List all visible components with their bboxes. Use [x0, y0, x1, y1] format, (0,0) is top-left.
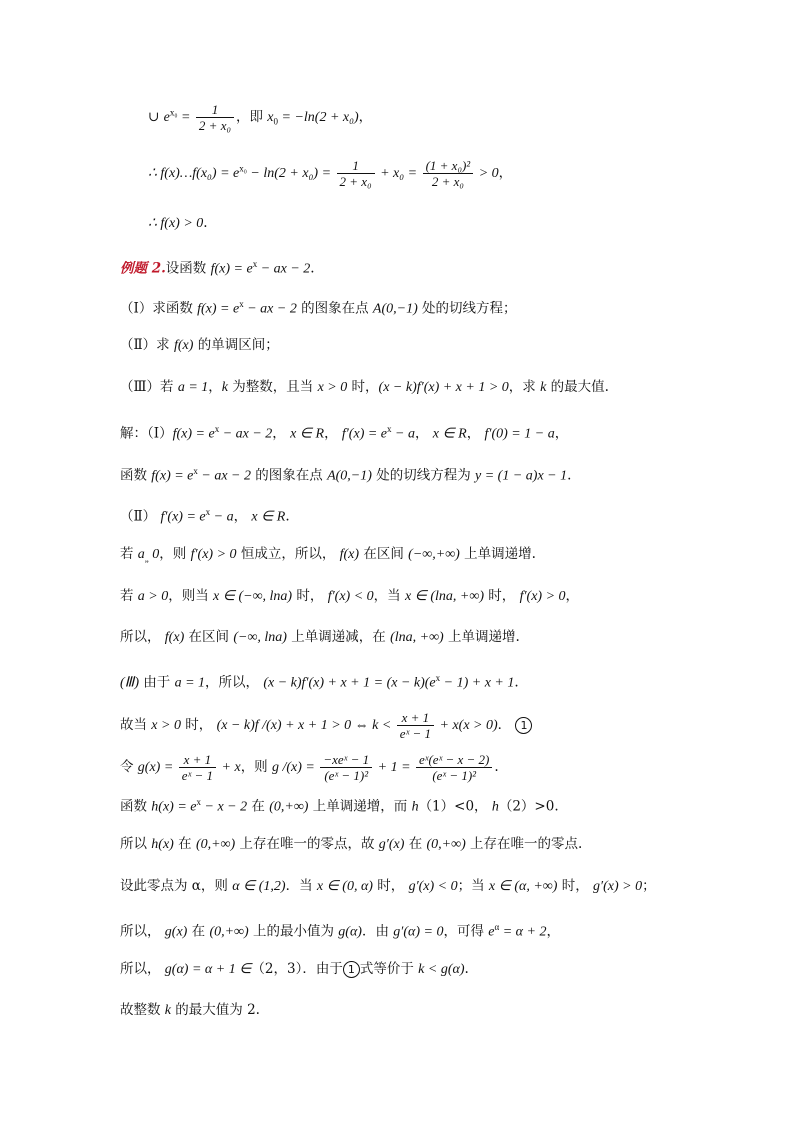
fraction-denominator: eˣ − 1 [179, 767, 216, 783]
text-run: . [567, 467, 572, 484]
math-expression: x ∈ (α, +∞) [488, 879, 558, 894]
text-line [120, 793, 559, 817]
text-run: 若 [120, 588, 138, 604]
math-expression: x ∈ (−∞, lna) [213, 589, 293, 604]
text-run: 在 [247, 798, 270, 815]
text-run: ， [414, 425, 433, 442]
text-run: . [285, 508, 290, 525]
math-expression: α ∈ (1,2) [232, 879, 286, 894]
math-expression: g′(x) [378, 837, 405, 852]
fraction [416, 752, 492, 783]
text-run: ，当 [373, 588, 405, 604]
text-run: 时， [557, 878, 594, 894]
math-expression: a [137, 547, 145, 562]
text-run: 时， [347, 379, 379, 395]
superscript: x [387, 424, 392, 434]
superscript: x [214, 424, 220, 434]
math-expression: + x(x > 0) [436, 718, 498, 733]
math-expression: − 1) + x + 1 [440, 675, 515, 691]
text-line [120, 462, 571, 486]
math-expression: (0,+∞) [195, 837, 236, 852]
math-expression: x ∈ R [290, 426, 325, 442]
text-run: ， [358, 109, 373, 125]
text-run: ，求 [508, 379, 541, 395]
text-run: 在区间 [359, 546, 409, 562]
math-expression: f(x) [164, 630, 185, 645]
text-run: ，则当 [168, 588, 214, 604]
text-run: （Ⅱ） [120, 508, 161, 525]
text-line [120, 420, 568, 444]
text-run: ．由 [361, 923, 394, 940]
math-expression: h [411, 799, 419, 815]
math-expression: g(α) [338, 924, 362, 940]
math-expression: f′(x) > 0 [519, 589, 566, 604]
math-expression: f(x) = e [151, 468, 194, 484]
math-expression: x > 0 [151, 718, 181, 733]
text-run: ，可得 [443, 923, 489, 940]
math-expression: a > 0 [137, 589, 169, 604]
text-run: 在 [187, 923, 210, 940]
text-run: 上单调递减，在 [286, 629, 391, 645]
fraction-numerator: x + 1 [401, 710, 430, 725]
math-expression: g /(x) = [271, 760, 319, 775]
math-expression: A(0,−1) [372, 301, 418, 317]
math-expression: + x [218, 760, 241, 775]
text-line [120, 1001, 260, 1020]
text-run: 所以， [120, 629, 165, 645]
math-expression: f(x) [173, 338, 194, 353]
text-run: （Ⅲ）若 [120, 379, 178, 395]
text-run: ， [324, 425, 342, 442]
text-run: ，则 [240, 759, 272, 775]
math-expression: − ax − 2 [243, 301, 297, 317]
text-line [120, 295, 517, 319]
math-expression: x > 0 [317, 380, 348, 395]
math-expression: A(0,−1) [327, 468, 372, 484]
math-expression: x ∈ R [432, 426, 467, 442]
text-run: 由于 [138, 674, 175, 691]
text-run: . [464, 961, 469, 977]
math-expression: (−∞,+∞) [408, 547, 460, 562]
text-run: ，所以， [205, 674, 264, 691]
text-run: 故整数 [120, 1002, 165, 1018]
fraction-denominator: eˣ − 1 [397, 725, 434, 741]
math-expression: e [163, 110, 170, 125]
text-run: 上单调递增. [443, 629, 520, 645]
text-run: 时， [180, 717, 217, 733]
text-run: 函数 [120, 798, 152, 815]
math-expression: f′(x) > 0 [190, 547, 237, 562]
math-expression: − ax − 2 [197, 468, 251, 484]
superscript: x [239, 299, 244, 309]
text-run: . [494, 759, 499, 775]
fraction [196, 102, 234, 133]
text-run: 的最大值. [546, 379, 609, 395]
math-expression: f′(x) = e [160, 509, 206, 525]
text-run: （1）<0， [418, 798, 492, 815]
text-run: 在 [404, 836, 427, 852]
math-expression: (0,+∞) [209, 924, 249, 940]
text-line [120, 710, 532, 741]
math-expression: f(x) = e [210, 261, 253, 277]
text-run: 所以， [120, 961, 165, 977]
math-expression: − x − 2 [201, 799, 248, 815]
math-expression: (x − k)f′(x) + x + 1 > 0 [378, 380, 509, 395]
text-run: ； [642, 878, 656, 894]
math-expression: = [177, 110, 194, 125]
superscript: x [252, 259, 258, 269]
text-line [120, 835, 582, 854]
example-label: 例题 2. [120, 260, 166, 277]
math-expression: k < g(α) [418, 962, 465, 977]
text-line [148, 214, 208, 233]
text-run: ；当 [457, 878, 489, 894]
text-line [120, 255, 315, 279]
text-run: ， [466, 425, 485, 442]
text-run: . [514, 674, 519, 691]
text-line [120, 752, 499, 783]
text-run: 所以 [120, 836, 152, 852]
fraction-denominator: 2 + x₀ [337, 173, 375, 189]
math-expression: (lna, +∞) [390, 630, 444, 645]
text-line [120, 587, 579, 606]
fraction-numerator: 1 [352, 158, 359, 173]
math-expression: − ln(2 + x₀) = [246, 166, 335, 181]
superscript: α [494, 922, 500, 932]
circled-number: 1 [515, 717, 532, 734]
text-run: ，则 [159, 546, 191, 562]
text-line [120, 336, 279, 355]
math-expression: ∴ f(x)…f(x₀) = e [148, 166, 240, 181]
math-expression: x ∈ R [251, 509, 286, 525]
math-expression: f(x) [339, 547, 360, 562]
math-expression: = α + 2 [499, 924, 547, 940]
fraction [423, 158, 474, 189]
fraction [337, 158, 375, 189]
text-run: 若 [120, 546, 138, 562]
math-expression: (−∞, lna) [233, 630, 287, 645]
math-expression: + 1 = [374, 760, 415, 775]
fraction-denominator: 2 + x₀ [423, 173, 474, 189]
math-expression: g(x) [164, 924, 188, 940]
text-line [148, 158, 512, 189]
text-run: 解：（Ⅰ） [120, 425, 173, 442]
math-expression: h [491, 799, 499, 815]
text-run: . [203, 215, 208, 231]
superscript: x [193, 466, 198, 476]
text-run: 时， [292, 588, 328, 604]
math-expression: − ax − 2 [257, 261, 311, 277]
text-run: 处的切线方程； [417, 300, 517, 317]
math-expression: a = 1 [174, 675, 206, 691]
math-expression: h(x) = e [151, 799, 197, 815]
superscript: x [435, 673, 441, 683]
math-expression: f(x) = e [172, 426, 215, 442]
text-run: 故当 [120, 717, 152, 733]
math-expression: f′(x) = e [341, 426, 388, 442]
math-expression: x ∈ (0, α) [316, 879, 373, 894]
fraction-numerator: x + 1 [183, 752, 212, 767]
text-run: 处的切线方程为 [371, 467, 476, 484]
text-run: 为整数，且当 [227, 379, 318, 395]
text-run: 所以， [120, 923, 165, 940]
text-run: 恒成立，所以， [236, 546, 340, 562]
fraction-numerator: eˣ(eˣ − x − 2) [419, 752, 490, 767]
math-expression: − ax − 2 [219, 426, 273, 442]
text-run: 在区间 [184, 629, 234, 645]
math-expression: = −ln(2 + x₀) [278, 110, 359, 125]
text-run: ， [233, 508, 252, 525]
text-run: ， [272, 425, 291, 442]
text-run: 在 [173, 836, 196, 852]
text-run: 函数 [120, 467, 152, 484]
math-expression: a = 1 [177, 380, 209, 395]
fraction [320, 752, 372, 783]
math-expression: g′(x) < 0 [408, 879, 458, 894]
text-line [120, 918, 560, 942]
math-expression: − a [391, 426, 415, 442]
text-run: 的图象在点 [251, 467, 328, 484]
math-expression: f′(x) < 0 [327, 589, 374, 604]
subscript: „ [144, 553, 149, 564]
subscript: 0 [273, 116, 278, 127]
text-run: . [310, 260, 315, 277]
superscript: x [205, 507, 211, 517]
superscript: x [196, 797, 201, 807]
text-run: 的最大值为 2. [171, 1002, 260, 1018]
math-expression: + x₀ = [376, 166, 421, 181]
math-expression: (0,+∞) [426, 837, 466, 852]
text-run: 的图象在点 [296, 300, 373, 317]
text-run: 设函数 [165, 260, 211, 277]
fraction [179, 752, 216, 783]
text-run: 上单调递增，而 [308, 798, 412, 815]
math-expression: g′(x) > 0 [593, 879, 643, 894]
text-run: 时， [372, 878, 409, 894]
circled-number: 1 [343, 961, 360, 978]
text-run: 式等价于 [359, 961, 419, 977]
text-line [120, 960, 469, 979]
math-expression: (Ⅲ) [120, 675, 139, 691]
math-expression: 0 [148, 547, 160, 562]
text-run: ∪ [148, 109, 164, 125]
superscript: x₀ [239, 163, 247, 174]
math-expression: k [221, 380, 228, 395]
text-run: 上存在唯一的零点. [465, 836, 583, 852]
text-line [120, 669, 519, 693]
text-run: 上存在唯一的零点，故 [235, 836, 379, 852]
text-line [120, 628, 520, 647]
math-expression: k [540, 380, 547, 395]
text-run: （Ⅰ）求函数 [120, 300, 198, 317]
fraction-denominator: 2 + x₀ [196, 117, 234, 133]
text-run: ， [546, 923, 560, 940]
fraction [397, 710, 434, 741]
math-expression: (x − k)f′(x) + x + 1 = (x − k)(e [263, 675, 436, 691]
text-run: 时， [484, 588, 520, 604]
text-line [120, 545, 536, 568]
fraction-denominator: (eˣ − 1)² [320, 767, 372, 783]
fraction-denominator: (eˣ − 1)² [416, 767, 492, 783]
text-line [148, 102, 372, 133]
math-expression: − a [210, 509, 234, 525]
text-run: ， [565, 588, 580, 604]
text-run: 设此零点为 α，则 [120, 878, 233, 894]
text-run: （2）>0. [498, 798, 559, 815]
text-run: 的单调区间； [193, 337, 279, 353]
math-expression: x [267, 110, 274, 125]
text-run: （2，3）．由于 [251, 961, 343, 977]
math-expression: g(α) = α + 1 ∈ [164, 962, 252, 977]
text-run: ， [554, 425, 569, 442]
math-expression: (0,+∞) [269, 799, 309, 815]
math-expression: g(x) = [137, 760, 177, 775]
math-expression: (x − k)f /(x) + x + 1 > 0 ⇔ k < [216, 718, 395, 733]
math-expression: e [488, 924, 495, 940]
text-run: 上的最小值为 [248, 923, 339, 940]
text-line [120, 503, 290, 527]
math-expression: f′(0) = 1 − a [484, 426, 555, 442]
fraction-numerator: 1 [211, 102, 219, 117]
text-line [120, 877, 656, 896]
text-run: （Ⅱ）求 [120, 337, 174, 353]
text-run: ， [208, 379, 222, 395]
math-expression: h(x) [151, 837, 174, 852]
text-run: ．当 [285, 878, 317, 894]
math-expression: f(x) = e [197, 301, 240, 317]
text-run: ． [497, 717, 516, 733]
text-run: ， [498, 165, 513, 181]
superscript: x₀ [169, 107, 178, 118]
math-expression: g′(α) = 0 [393, 924, 444, 940]
text-run: 令 [120, 759, 138, 775]
text-run: 上单调递增. [459, 546, 536, 562]
math-expression: ∴ f(x) > 0 [148, 216, 204, 231]
text-line [120, 378, 609, 397]
math-expression: > 0 [475, 166, 499, 181]
fraction-numerator: (1 + x₀)² [425, 158, 471, 173]
math-expression: y = (1 − a)x − 1 [475, 468, 568, 484]
text-run: ，即 [235, 109, 268, 125]
math-expression: x ∈ (lna, +∞) [404, 589, 484, 604]
math-expression: k [164, 1003, 172, 1018]
fraction-numerator: −xeˣ − 1 [323, 752, 370, 767]
